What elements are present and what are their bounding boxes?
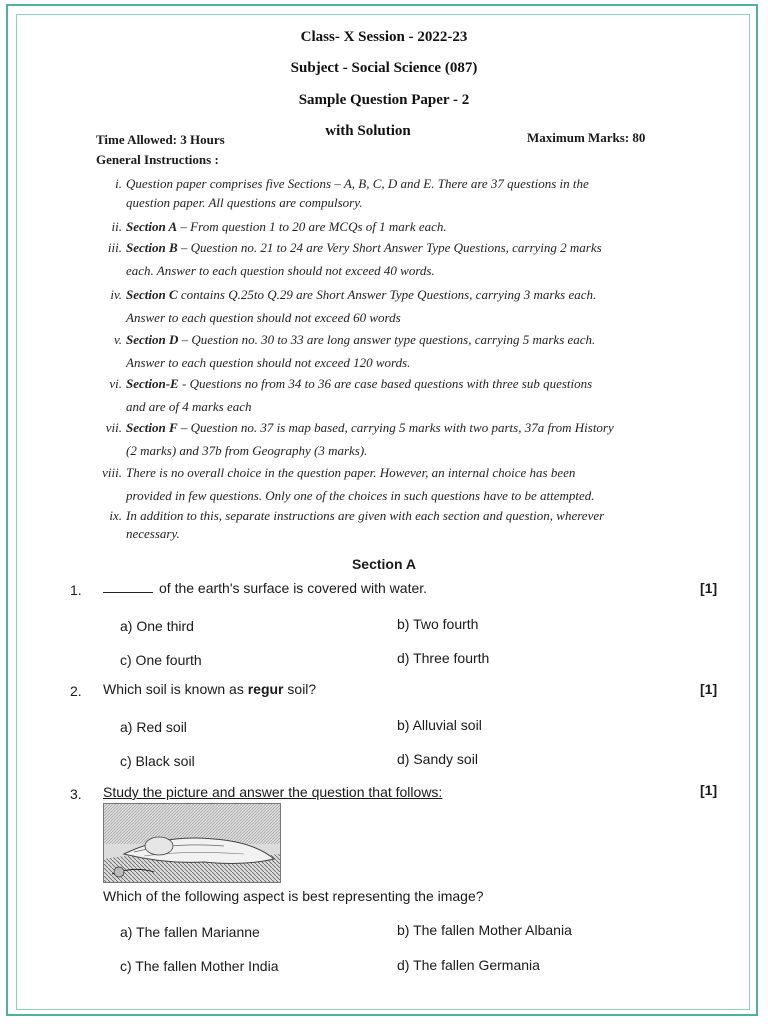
section-a-heading: Section A bbox=[351, 556, 417, 572]
instruction-number: i. bbox=[115, 176, 122, 191]
answer-blank bbox=[103, 580, 153, 593]
instruction-item bbox=[90, 372, 710, 418]
option-c: c) Black soil bbox=[120, 753, 195, 769]
option-d: d) Sandy soil bbox=[397, 751, 478, 767]
instruction-item bbox=[90, 215, 710, 238]
instruction-number: iv. bbox=[110, 287, 122, 302]
question-marks: [1] bbox=[700, 580, 718, 596]
instruction-item bbox=[90, 461, 710, 507]
instruction-lead: Section F bbox=[126, 420, 178, 435]
instruction-continuation: Answer to each question should not exceed 60 words bbox=[126, 310, 401, 325]
option-d: d) The fallen Germania bbox=[397, 957, 540, 973]
question-2-text-before: Which soil is known as bbox=[103, 681, 248, 697]
general-instructions-heading: General Instructions : bbox=[96, 152, 219, 167]
option-d: d) Three fourth bbox=[397, 650, 490, 666]
fallen-figure-illustration bbox=[104, 804, 280, 882]
instruction-continuation: necessary. bbox=[126, 526, 180, 541]
instruction-lead: Section D bbox=[126, 332, 179, 347]
instruction-text: There is no overall choice in the question paper. However, an internal choice has been bbox=[126, 465, 576, 480]
instruction-number: vi. bbox=[109, 376, 122, 391]
instruction-text: - Questions no from 34 to 36 are case based questions with three sub questions bbox=[178, 376, 593, 391]
instruction-item bbox=[90, 236, 710, 282]
question-text bbox=[103, 580, 427, 596]
question-number: 3. bbox=[70, 786, 82, 802]
question-1-text: of the earth's surface is covered with water. bbox=[159, 580, 428, 596]
question-number: 2. bbox=[70, 683, 82, 699]
instruction-continuation: each. Answer to each question should not exceed 40 words. bbox=[126, 263, 435, 278]
instruction-text: – Question no. 37 is map based, carrying 5 marks with two parts, 37a from History bbox=[177, 420, 614, 435]
instruction-item bbox=[90, 283, 710, 329]
instruction-continuation: (2 marks) and 37b from Geography (3 marks). bbox=[126, 443, 368, 458]
question-2-bold-term: regur bbox=[247, 681, 284, 697]
time-allowed: Time Allowed: 3 Hours bbox=[96, 132, 225, 147]
option-b: b) Two fourth bbox=[397, 616, 479, 632]
instruction-continuation: provided in few questions. Only one of the choices in such questions have to be attempted. bbox=[126, 488, 595, 503]
instruction-text: In addition to this, separate instructions are given with each section and question, wherever bbox=[126, 508, 605, 523]
question-marks: [1] bbox=[700, 681, 718, 697]
instruction-number: ix. bbox=[109, 508, 122, 523]
option-b: b) Alluvial soil bbox=[397, 717, 482, 733]
instruction-text: – Question no. 30 to 33 are long answer type questions, carrying 5 marks each. bbox=[178, 332, 596, 347]
instruction-number: vii. bbox=[105, 420, 122, 435]
question-2-text-after: soil? bbox=[283, 681, 317, 697]
paper-title: Sample Question Paper - 2 bbox=[298, 92, 470, 108]
option-a: a) The fallen Marianne bbox=[120, 924, 260, 940]
question-number: 1. bbox=[70, 582, 82, 598]
instruction-text: – Question no. 21 to 24 are Very Short Answer Type Questions, carrying 2 marks bbox=[177, 240, 602, 255]
option-c: c) The fallen Mother India bbox=[120, 958, 279, 974]
option-b: b) The fallen Mother Albania bbox=[397, 922, 572, 938]
instruction-text: contains Q.25to Q.29 are Short Answer Type Questions, carrying 3 marks each. bbox=[177, 287, 597, 302]
instruction-number: iii. bbox=[107, 240, 122, 255]
instruction-lead: Section B bbox=[126, 240, 178, 255]
question-text: Study the picture and answer the question that follows: bbox=[103, 784, 443, 800]
instruction-number: v. bbox=[113, 332, 122, 347]
instruction-item bbox=[90, 504, 710, 541]
question-text bbox=[103, 681, 316, 697]
instruction-continuation: Answer to each question should not exceed 120 words. bbox=[126, 355, 411, 370]
instruction-number: viii. bbox=[102, 465, 122, 480]
question-subtext: Which of the following aspect is best representing the image? bbox=[103, 888, 484, 904]
instruction-item bbox=[90, 328, 710, 374]
question-marks: [1] bbox=[700, 782, 718, 798]
maximum-marks: Maximum Marks: 80 bbox=[527, 130, 646, 145]
class-session-heading: Class- X Session - 2022-23 bbox=[300, 29, 468, 45]
option-c: c) One fourth bbox=[120, 652, 202, 668]
instruction-lead: Section-E bbox=[126, 376, 179, 391]
allegory-engraving-image bbox=[103, 803, 281, 883]
instruction-lead: Section A bbox=[126, 219, 178, 234]
instruction-number: ii. bbox=[111, 219, 122, 234]
instruction-item bbox=[90, 172, 710, 210]
instruction-item bbox=[90, 416, 710, 462]
instruction-text: Question paper comprises five Sections – A, B, C, D and E. There are 37 questions in the bbox=[126, 176, 589, 191]
option-a: a) Red soil bbox=[120, 719, 187, 735]
instruction-lead: Section C bbox=[126, 287, 178, 302]
subject-heading: Subject - Social Science (087) bbox=[290, 60, 478, 76]
instruction-continuation: and are of 4 marks each bbox=[126, 399, 252, 414]
solution-subtitle: with Solution bbox=[325, 123, 411, 139]
instruction-text: – From question 1 to 20 are MCQs of 1 mark each. bbox=[177, 219, 447, 234]
instruction-continuation: question paper. All questions are compulsory. bbox=[126, 195, 363, 210]
option-a: a) One third bbox=[120, 618, 194, 634]
